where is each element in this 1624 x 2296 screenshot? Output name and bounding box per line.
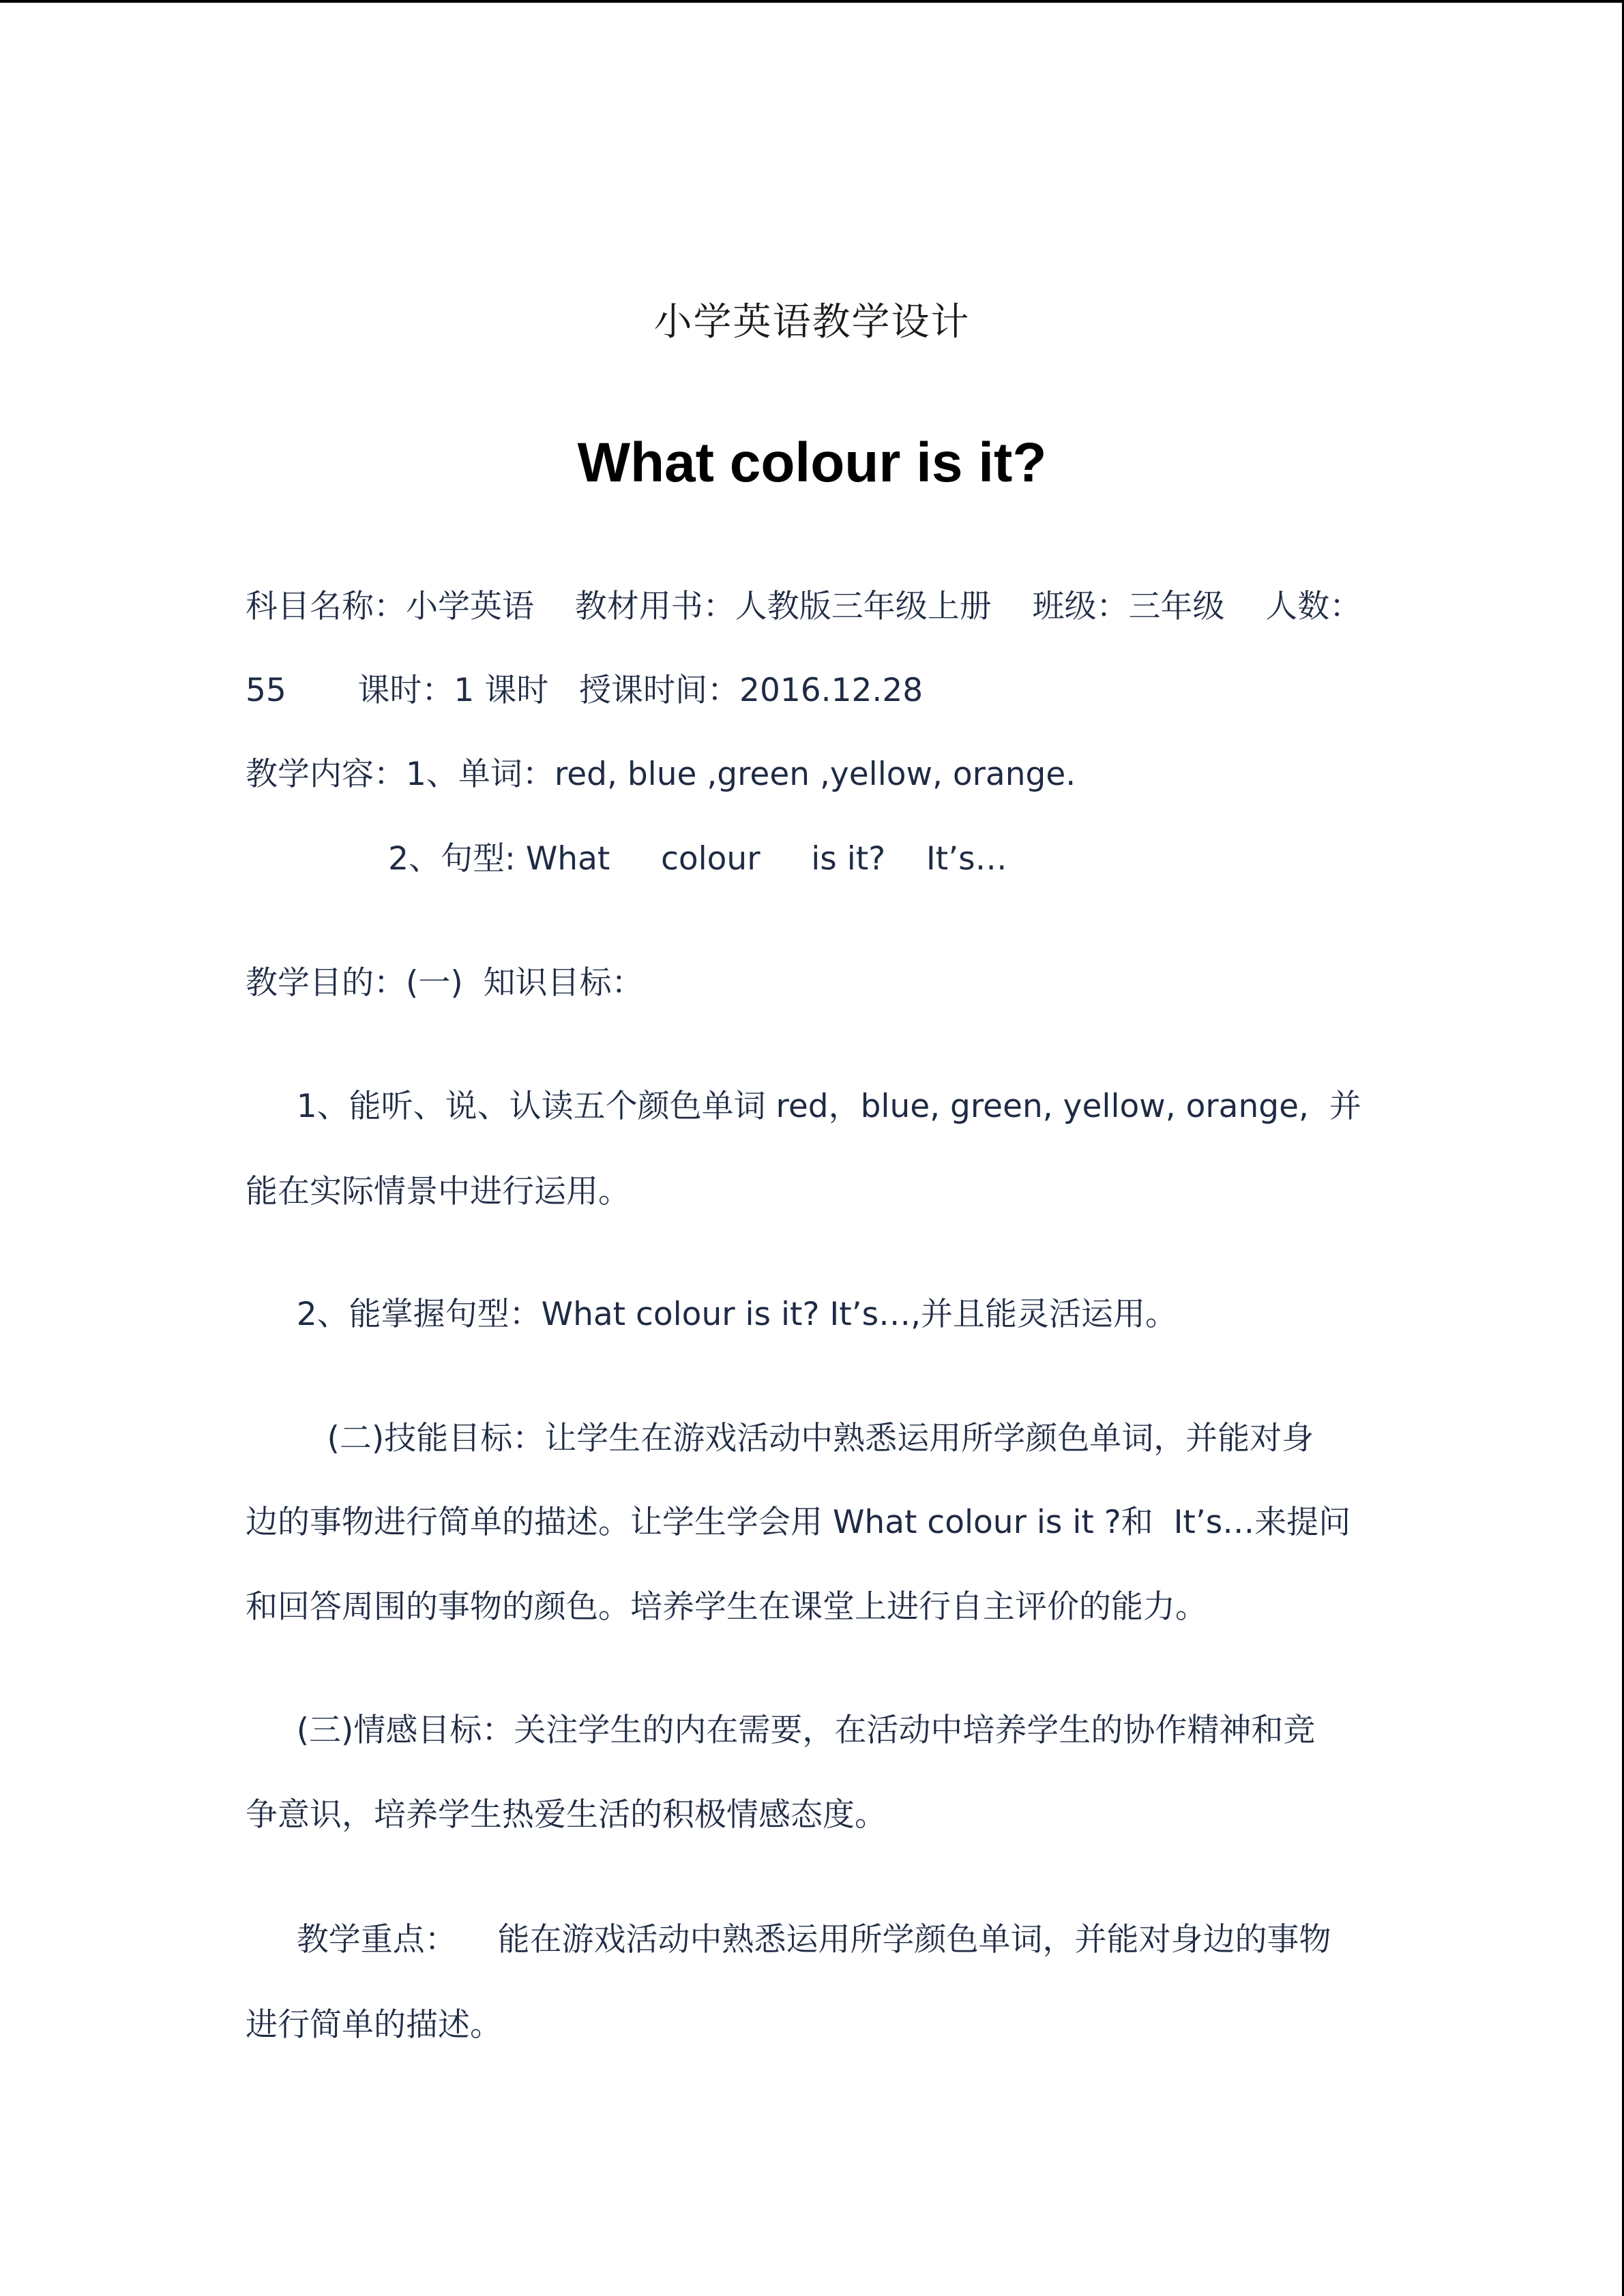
document-main-title: What colour is it?	[577, 432, 1047, 494]
objective-knowledge-2: 2、能掌握句型：What colour is it? It’s…,并且能灵活运用。	[246, 1296, 1178, 1333]
teaching-focus: 教学重点： 能在游戏活动中熟悉运用所学颜色单词，并能对身边的事物	[246, 1921, 1331, 1958]
teaching-focus-cont: 进行简单的描述。	[246, 2006, 502, 2044]
document-header-title: 小学英语教学设计	[653, 300, 971, 344]
info-line-subject: 科目名称：小学英语 教材用书：人教版三年级上册 班级：三年级 人数：	[246, 588, 1362, 625]
content-line-sentence: 2、句型: What colour is it? It’s…	[246, 840, 1007, 878]
info-line-class-hours: 55 课时：1 课时 授课时间：2016.12.28	[246, 672, 924, 709]
content-line-words: 教学内容：1、单词：red, blue ,green ,yellow, orange.	[246, 756, 1076, 793]
page-border-top	[0, 0, 1624, 3]
objective-skill-cont-2: 和回答周围的事物的颜色。培养学生在课堂上进行自主评价的能力。	[246, 1588, 1207, 1626]
objective-knowledge-1: 1、能听、说、认读五个颜色单词 red，blue, green, yellow, orange, 并	[246, 1088, 1361, 1125]
objective-emotion: (三)情感目标：关注学生的内在需要，在活动中培养学生的协作精神和竞	[246, 1712, 1316, 1749]
objective-skill: (二)技能目标：让学生在游戏活动中熟悉运用所学颜色单词，并能对身	[246, 1420, 1314, 1457]
objective-heading: 教学目的：(一) 知识目标：	[246, 964, 644, 1002]
objective-emotion-cont: 争意识，培养学生热爱生活的积极情感态度。	[246, 1796, 887, 1834]
objective-skill-cont-1: 边的事物进行简单的描述。让学生学会用 What colour is it ?和 It’s…来提问	[246, 1504, 1351, 1541]
objective-knowledge-1-cont: 能在实际情景中进行运用。	[246, 1173, 630, 1210]
